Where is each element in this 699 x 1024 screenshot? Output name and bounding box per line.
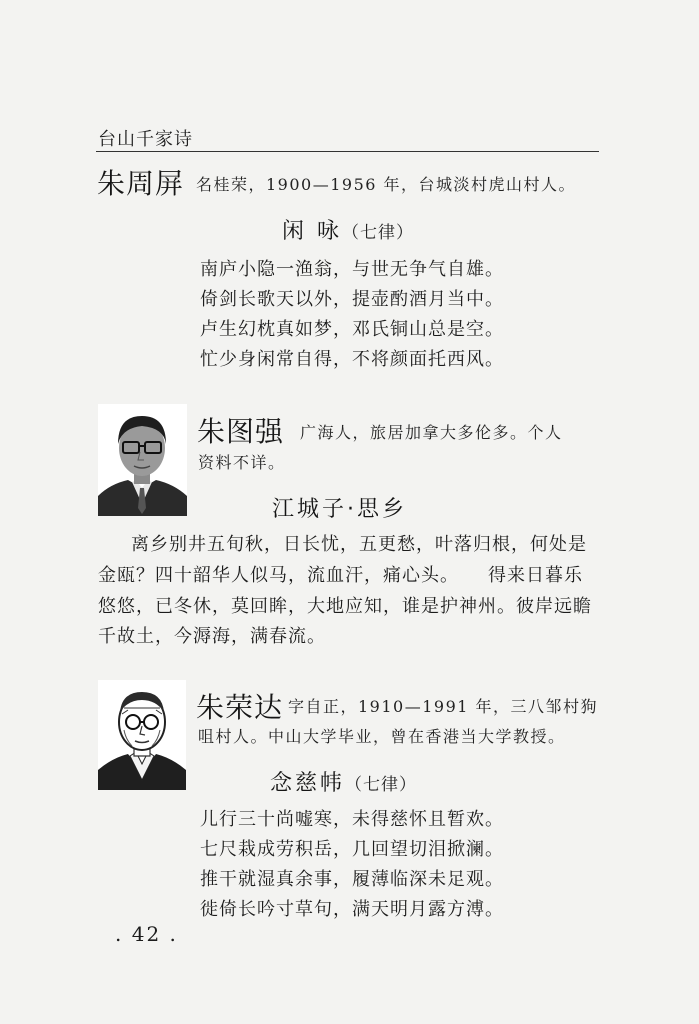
poem-line: 卢生幻枕真如梦，邓氏铜山总是空。 [200,319,504,340]
poem-line: 徙倚长吟寸草句，满天明月露方溥。 [200,899,504,920]
poem-line: 离乡别井五旬秋，日长忧，五更愁，叶落归根，何处是 [131,534,587,555]
poem-line: 忙少身闲常自得，不将颜面托西风。 [200,349,504,370]
poem-line: 悠悠，已冬休，莫回眸，大地应知，谁是护神州。彼岸远瞻 [98,596,592,617]
author-portrait [98,404,187,516]
poem-form: （七律） [345,775,418,795]
author-bio: 资料不详。 [198,453,286,472]
portrait-photo [98,404,187,516]
page-number: . 42 . [115,922,178,946]
author-portrait [98,680,186,790]
header-rule [96,151,599,152]
poem-line: 南庐小隐一渔翁，与世无争气自雄。 [200,259,504,280]
poem-title-text: 闲 咏 [282,219,342,244]
author-bio: 名桂荣，1900—1956 年，台城淡村虎山村人。 [196,175,577,194]
author-name: 朱荣达 [196,691,284,724]
poem-title [282,214,414,245]
author-name: 朱周屏 [97,167,185,200]
poem-line: 七尺栽成劳积岳，几回望切泪掀澜。 [200,839,504,860]
poem-title [270,766,417,797]
poem-title: 江城子·思乡 [272,497,407,522]
poem-title-text: 念慈帏 [270,771,346,796]
poem-line: 儿行三十尚嘘寒，未得慈怀且暂欢。 [200,809,504,830]
author-bio: 咀村人。中山大学毕业，曾在香港当大学教授。 [198,727,566,746]
poem-line: 倚剑长歌天以外，提壶酌酒月当中。 [200,289,504,310]
author-bio: 广海人，旅居加拿大多伦多。个人 [300,423,563,442]
author-bio: 字自正，1910—1991 年，三八邹村狗 [288,697,599,716]
portrait-sketch [98,680,186,790]
poem-line: 推干就湿真余事，履薄临深未足观。 [200,869,504,890]
poem-line: 金瓯？四十韶华人似马，流血汗，痛心头。 得来日暮乐 [98,565,583,586]
poem-line: 千故土，今溽海，满春流。 [98,626,326,647]
author-name: 朱图强 [197,415,285,448]
poem-form: （七律） [342,223,414,243]
running-header: 台山千家诗 [98,129,193,150]
